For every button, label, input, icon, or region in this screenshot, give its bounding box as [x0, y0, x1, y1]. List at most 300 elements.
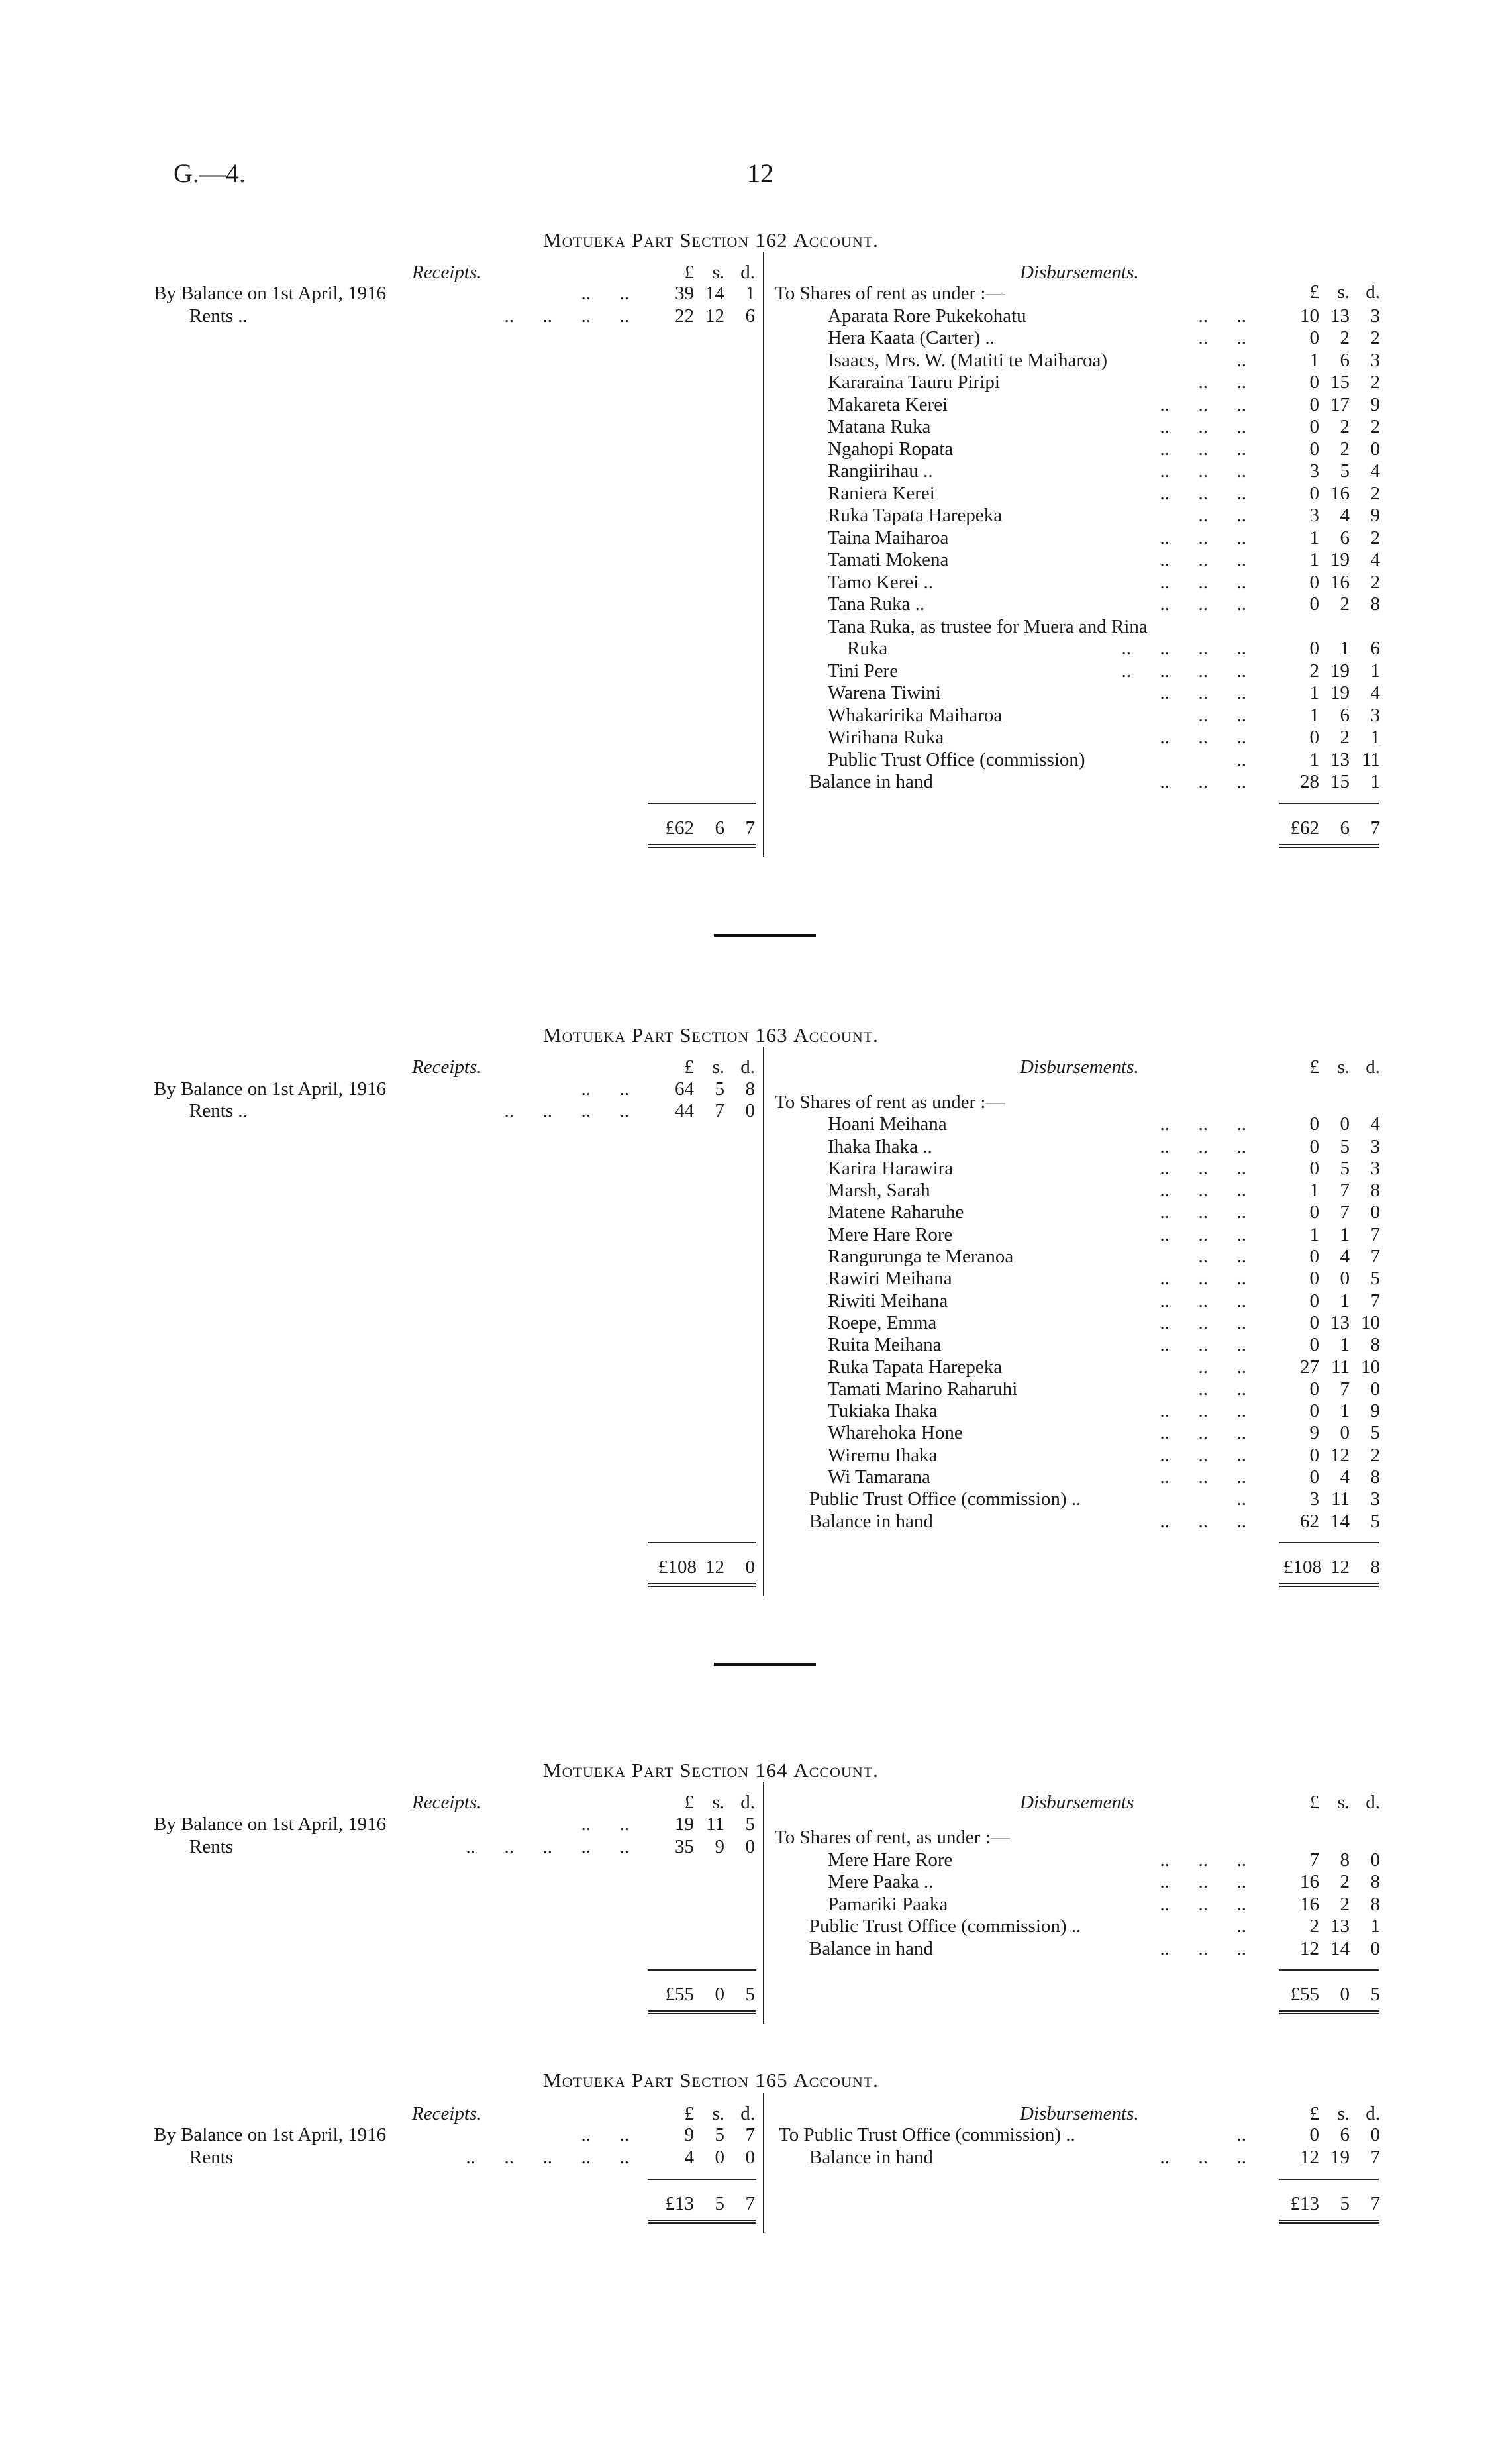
leader-dots: .. [1236, 2124, 1246, 2145]
disb-label: Ruita Meihana [828, 1334, 942, 1356]
receipt-label: Rents [189, 1835, 234, 1857]
section-title-suffix: Account. [793, 229, 879, 252]
leader-dots: .. .. .. [1160, 1422, 1246, 1444]
disb-amount-d: 7 [1370, 1246, 1380, 1268]
leader-dots: .. .. [1198, 305, 1246, 327]
receipts-col-headers [658, 262, 755, 283]
receipt-amount-s: 9 [715, 1835, 724, 1857]
disb-amount-s: 8 [1340, 1849, 1350, 1871]
section-title-suffix: Account. [793, 1023, 879, 1047]
disb-amount [1283, 483, 1380, 505]
col-header: s. [712, 1792, 724, 1813]
section-title [543, 2069, 879, 2092]
disb-heading: To Shares of rent, as under :— [775, 1827, 1010, 1849]
disb-amount-s: 2 [1340, 1893, 1350, 1915]
disb-amount-l: 16 [1300, 1871, 1319, 1893]
receipts-col-headers [658, 2103, 755, 2125]
disb-heading: To Shares of rent as under :— [775, 283, 1005, 304]
disb-amount-l: 3 [1309, 505, 1319, 526]
disb-amount [1283, 505, 1380, 527]
disb-amount-s: 17 [1330, 393, 1350, 415]
disb-amount-d: 7 [1370, 2147, 1380, 2168]
leader-dots: .. .. .. [1160, 1849, 1246, 1871]
disb-amount [1283, 438, 1380, 460]
disb-amount-l: 0 [1309, 727, 1319, 748]
disb-tail-label: Balance in hand [809, 1510, 933, 1532]
disb-amount-d: 4 [1370, 682, 1380, 703]
disb-amount [1283, 1268, 1380, 1290]
disb-amount-d: 2 [1370, 571, 1380, 593]
receipt-label: By Balance on 1st April, 1916 [154, 1078, 387, 1100]
receipts-rule [648, 1969, 756, 1971]
receipt-amount [658, 2124, 755, 2146]
leader-dots: .. .. .. .. .. [466, 1835, 629, 1857]
leader-dots: .. .. .. .. [1121, 638, 1246, 659]
disb-label: Riwiti Meihana [828, 1290, 948, 1311]
disb-amount-d: 7 [1370, 1223, 1380, 1245]
leader-dots: .. .. .. [1160, 527, 1246, 548]
disb-amount-s: 6 [1340, 704, 1350, 726]
receipts-total-l: £13 [665, 2193, 694, 2214]
receipt-amount-l: 64 [675, 1078, 694, 1100]
disb-label: Ruka [828, 638, 888, 659]
disb-label: Warena Tiwini [828, 682, 941, 703]
disb-col-headers [1283, 282, 1380, 303]
disb-total-l: £108 [1283, 1556, 1322, 1578]
leader-dots: .. .. .. .. [504, 305, 629, 327]
disb-amount-d: 3 [1370, 704, 1380, 726]
disb-amount-s: 6 [1340, 2124, 1350, 2145]
disb-amount [1283, 327, 1380, 349]
disb-amount [1283, 416, 1380, 438]
disb-amount-s: 13 [1330, 305, 1350, 327]
disb-tail-label: To Public Trust Office (commission) .. [779, 2124, 1075, 2145]
disb-amount [1283, 1378, 1380, 1400]
leader-dots: .. .. .. [1160, 1334, 1246, 1356]
receipts-rule [648, 1542, 756, 1543]
disb-amount-s: 4 [1340, 1246, 1350, 1268]
disb-amount-d: 1 [1370, 1916, 1380, 1937]
disb-amount-l: 0 [1309, 1113, 1319, 1135]
receipts-total-s: 6 [715, 817, 724, 839]
column-divider [763, 2093, 764, 2233]
receipts-total [658, 1984, 755, 2006]
leader-dots: .. [1236, 1916, 1246, 1937]
leader-dots: .. .. .. [1160, 460, 1246, 482]
disb-amount [1283, 1113, 1380, 1135]
disb-amount [1283, 350, 1380, 372]
disb-amount-d: 0 [1370, 1849, 1380, 1871]
disbursements-label: Disbursements. [1020, 2103, 1139, 2124]
disb-amount [1283, 1357, 1380, 1378]
disb-amount [1283, 638, 1380, 660]
disb-label: Ruka Tapata Harepeka [828, 505, 1003, 526]
section-title [543, 1023, 879, 1047]
disb-amount-l: 0 [1309, 1135, 1319, 1157]
disb-amount-l: 1 [1309, 549, 1319, 570]
col-header: £ [684, 2103, 694, 2124]
disb-label: Rangurunga te Meranoa [828, 1246, 1014, 1268]
receipts-total-l: £55 [665, 1984, 694, 2006]
disb-amount [1283, 1158, 1380, 1180]
disb-amount [1283, 682, 1380, 704]
disb-amount-s: 11 [1331, 1356, 1350, 1378]
disb-label: Taina Maiharoa [828, 527, 949, 548]
col-header: s. [712, 1056, 724, 1078]
receipts-total-d: 7 [745, 817, 755, 839]
col-header: £ [684, 1056, 694, 1078]
receipt-amount-d: 7 [745, 2124, 755, 2145]
receipt-amount-l: 39 [675, 283, 694, 304]
disb-amount-d: 8 [1370, 1334, 1380, 1356]
receipt-amount-s: 14 [705, 283, 724, 304]
leader-dots: .. .. .. [1160, 549, 1246, 570]
disb-amount-l: 0 [1309, 482, 1319, 504]
leader-dots: .. .. .. [1160, 438, 1246, 460]
disb-label: Tamo Kerei .. [828, 571, 934, 593]
receipts-total [658, 1557, 755, 1578]
receipts-col-headers [658, 1056, 755, 1078]
receipt-amount-s: 12 [705, 305, 724, 327]
disb-amount-s: 2 [1340, 1871, 1350, 1893]
disb-label: Roepe, Emma [828, 1311, 937, 1333]
receipt-amount-l: 22 [675, 305, 694, 327]
leader-dots: .. .. [1198, 1246, 1246, 1268]
disb-amount [1283, 1224, 1380, 1246]
leader-dots: .. .. .. [1160, 1893, 1246, 1915]
receipts-col-headers [658, 1792, 755, 1814]
disb-amount [1283, 572, 1380, 593]
disb-amount-d: 7 [1370, 1290, 1380, 1311]
col-header: d. [740, 2103, 755, 2124]
disb-amount [1283, 1334, 1380, 1356]
leader-dots: .. .. .. [1160, 416, 1246, 437]
disb-label: Wiremu Ihaka [828, 1444, 938, 1466]
disb-heading: To Shares of rent as under :— [775, 1091, 1005, 1113]
col-header: £ [1309, 282, 1319, 303]
col-header: d. [1366, 1792, 1380, 1813]
receipt-amount-l: 35 [675, 1835, 694, 1857]
disb-total-s: 12 [1330, 1556, 1350, 1578]
leader-dots: .. .. .. [1160, 1937, 1246, 1959]
disb-amount-d: 9 [1370, 1400, 1380, 1422]
disb-amount-s: 1 [1340, 1334, 1350, 1356]
disb-amount-d: 3 [1370, 1157, 1380, 1179]
disb-amount-s: 19 [1330, 660, 1350, 682]
disb-amount-s: 13 [1330, 1311, 1350, 1333]
disb-amount-s: 2 [1340, 727, 1350, 748]
section-title-suffix: Account. [793, 2069, 879, 2092]
receipts-total-d: 5 [745, 1984, 755, 2006]
disb-label: Matana Ruka [828, 416, 931, 437]
disb-amount-s: 13 [1330, 748, 1350, 770]
disb-amount-l: 2 [1309, 660, 1319, 682]
receipt-amount-d: 0 [745, 1835, 755, 1857]
disb-amount-l: 0 [1309, 393, 1319, 415]
disb-amount-l: 0 [1309, 1268, 1319, 1290]
receipt-amount-s: 7 [715, 1100, 724, 1122]
disb-label: Rawiri Meihana [828, 1268, 952, 1290]
leader-dots: .. [1236, 1488, 1246, 1510]
receipt-amount-d: 6 [745, 305, 755, 327]
disb-tail-label: Balance in hand [809, 1937, 933, 1959]
col-header: £ [1309, 1792, 1319, 1813]
disb-amount-d: 9 [1370, 393, 1380, 415]
receipt-amount-s: 5 [715, 2124, 724, 2145]
section-title-number: 163 [755, 1023, 788, 1047]
leader-dots: .. [1236, 349, 1246, 371]
receipts-total-l: £62 [665, 817, 694, 839]
section-title-number: 164 [755, 1759, 788, 1782]
leader-dots: .. .. .. [1160, 1444, 1246, 1466]
disb-label: Makareta Kerei [828, 393, 948, 415]
receipt-amount [658, 283, 755, 305]
disb-total [1283, 1557, 1380, 1578]
disbursements-label: Disbursements. [1020, 262, 1139, 283]
leader-dots: .. .. .. [1160, 571, 1246, 593]
disb-amount [1283, 2124, 1380, 2146]
disb-amount-s: 5 [1340, 1135, 1350, 1157]
disb-amount-l: 7 [1309, 1849, 1319, 1871]
disb-amount-s: 14 [1330, 1510, 1350, 1532]
receipt-amount-d: 0 [745, 1100, 755, 1122]
disb-amount-l: 0 [1309, 638, 1319, 659]
section-separator [714, 934, 816, 937]
disb-label: Karira Harawira [828, 1157, 954, 1179]
disb-amount-l: 0 [1309, 1157, 1319, 1179]
disb-double-rule [1279, 1583, 1379, 1587]
receipt-amount-s: 5 [715, 1078, 724, 1100]
leader-dots: .. .. [581, 2124, 629, 2145]
col-header: s. [712, 262, 724, 283]
leader-dots: .. .. [1198, 327, 1246, 348]
col-header: s. [1337, 1792, 1350, 1813]
leader-dots: .. .. .. [1160, 682, 1246, 703]
disb-label: Pamariki Paaka [828, 1893, 948, 1915]
leader-dots: .. .. .. [1160, 1268, 1246, 1290]
disb-amount-s: 19 [1330, 549, 1350, 570]
disb-amount [1283, 1916, 1380, 1937]
leader-dots: .. .. .. [1160, 1157, 1246, 1179]
section-title-number: 165 [755, 2069, 788, 2092]
disb-amount-s: 2 [1340, 438, 1350, 460]
section-title [543, 1759, 879, 1782]
disb-amount-d: 11 [1362, 748, 1380, 770]
disb-double-rule [1279, 844, 1379, 848]
receipts-total-d: 0 [745, 1556, 755, 1578]
disb-total-l: £13 [1290, 2193, 1319, 2214]
col-header: d. [740, 262, 755, 283]
receipts-double-rule [648, 844, 756, 848]
leader-dots: .. .. .. [1160, 393, 1246, 415]
disbursements-label: Disbursements [1020, 1792, 1134, 1813]
col-header: d. [1366, 1056, 1380, 1078]
disb-amount [1283, 1466, 1380, 1488]
disb-amount-l: 0 [1309, 327, 1319, 348]
disb-amount-d: 5 [1370, 1510, 1380, 1532]
receipts-label: Receipts. [412, 2103, 482, 2124]
receipts-total [658, 817, 755, 839]
disb-amount-s: 19 [1330, 682, 1350, 703]
disbursements-label: Disbursements. [1020, 1056, 1139, 1078]
disb-amount-d: 2 [1370, 416, 1380, 437]
disb-total-s: 5 [1340, 2193, 1350, 2214]
section-separator [714, 1663, 816, 1666]
receipt-amount-l: 19 [675, 1814, 694, 1835]
disb-amount [1283, 2147, 1380, 2169]
disb-label: Marsh, Sarah [828, 1180, 930, 1202]
disb-amount [1283, 1202, 1380, 1223]
disb-label: Tukiaka Ihaka [828, 1400, 938, 1422]
disb-label: Kararaina Tauru Piripi [828, 372, 1000, 393]
disb-amount-d: 8 [1370, 593, 1380, 615]
disb-label: Raniera Kerei [828, 482, 935, 504]
disb-amount-s: 4 [1340, 1466, 1350, 1488]
leader-dots: .. .. .. .. [504, 1100, 629, 1122]
receipt-amount-l: 9 [684, 2124, 694, 2145]
disb-amount [1283, 549, 1380, 571]
disb-amount-d: 4 [1370, 460, 1380, 482]
receipts-label: Receipts. [412, 1056, 482, 1078]
disb-label: Wirihana Ruka [828, 727, 944, 748]
disb-amount-l: 1 [1309, 748, 1319, 770]
disb-label: Ihaka Ihaka .. [828, 1135, 932, 1157]
disb-total-d: 7 [1370, 817, 1380, 839]
disb-amount [1283, 749, 1380, 771]
disb-amount [1283, 1400, 1380, 1422]
disb-amount-l: 0 [1309, 1444, 1319, 1466]
receipt-amount-s: 0 [715, 2147, 724, 2168]
disb-amount-s: 0 [1340, 1422, 1350, 1444]
receipt-label: Rents .. [189, 1100, 248, 1122]
disb-amount-l: 1 [1309, 704, 1319, 726]
leader-dots: .. .. .. [1160, 1466, 1246, 1488]
receipt-label: By Balance on 1st April, 1916 [154, 2124, 387, 2145]
disb-amount-l: 0 [1309, 1311, 1319, 1333]
receipts-label: Receipts. [412, 262, 482, 283]
disb-amount-d: 9 [1370, 505, 1380, 526]
disb-amount-l: 0 [1309, 1202, 1319, 1223]
leader-dots: .. .. [581, 1814, 629, 1835]
disb-amount-s: 1 [1340, 1400, 1350, 1422]
disb-amount-l: 0 [1309, 1290, 1319, 1311]
leader-dots: .. .. [1198, 1378, 1246, 1400]
disb-amount-l: 0 [1309, 1400, 1319, 1422]
disb-amount-s: 4 [1340, 505, 1350, 526]
disb-amount-d: 3 [1370, 349, 1380, 371]
receipt-amount [658, 2147, 755, 2169]
disb-amount-l: 3 [1309, 1488, 1319, 1510]
receipt-amount-l: 4 [684, 2147, 694, 2168]
receipt-amount [658, 305, 755, 327]
receipt-amount [658, 1814, 755, 1835]
disb-amount-d: 1 [1370, 771, 1380, 792]
disb-label: Ruka Tapata Harepeka [828, 1356, 1003, 1378]
section-title-number: 162 [755, 229, 788, 252]
disb-label: Ngahopi Ropata [828, 438, 954, 460]
receipt-amount-d: 8 [745, 1078, 755, 1100]
disb-amount-d: 5 [1370, 1268, 1380, 1290]
disb-amount-s: 15 [1330, 372, 1350, 393]
disb-label: Mere Hare Rore [828, 1223, 953, 1245]
column-divider [763, 1047, 764, 1596]
disb-amount-l: 12 [1300, 1937, 1319, 1959]
disb-label: Hera Kaata (Carter) .. [828, 327, 995, 348]
disb-label: Tana Ruka .. [828, 593, 925, 615]
disb-amount-d: 8 [1370, 1466, 1380, 1488]
disb-amount-d: 8 [1370, 1180, 1380, 1202]
col-header: d. [740, 1056, 755, 1078]
disb-amount-s: 15 [1330, 771, 1350, 792]
disb-amount-d: 0 [1370, 438, 1380, 460]
receipt-label: Rents .. [189, 305, 248, 327]
disb-amount-s: 7 [1340, 1378, 1350, 1400]
disb-amount [1283, 705, 1380, 727]
disb-amount-l: 0 [1309, 1334, 1319, 1356]
receipts-total-d: 7 [745, 2193, 755, 2214]
disb-amount [1283, 1180, 1380, 1202]
disb-amount-s: 7 [1340, 1202, 1350, 1223]
disb-tail-label: Balance in hand [809, 771, 933, 792]
leader-dots: .. .. .. [1160, 1311, 1246, 1333]
section-title-prefix: Motueka Part Section [543, 1023, 750, 1047]
disb-amount-d: 0 [1370, 1937, 1380, 1959]
disb-label: Tini Pere [828, 660, 899, 682]
disb-amount-s: 12 [1330, 1444, 1350, 1466]
disb-label: Aparata Rore Pukekohatu [828, 305, 1026, 327]
col-header: s. [1337, 1056, 1350, 1078]
leader-dots: .. .. .. [1160, 2147, 1246, 2168]
disb-amount-d: 10 [1361, 1311, 1380, 1333]
receipt-amount-d: 1 [745, 283, 755, 304]
disb-label: Rangiirihau .. [828, 460, 933, 482]
col-header: s. [1337, 2103, 1350, 2124]
disb-amount-l: 1 [1309, 1223, 1319, 1245]
disb-amount-s: 0 [1340, 1268, 1350, 1290]
leader-dots: .. .. .. [1160, 1510, 1246, 1532]
disb-total-s: 6 [1340, 817, 1350, 839]
leader-dots: .. .. .. [1160, 1180, 1246, 1202]
disb-amount [1283, 1246, 1380, 1268]
col-header: d. [1366, 2103, 1380, 2124]
col-header: £ [1309, 2103, 1319, 2124]
receipts-double-rule [648, 2010, 756, 2014]
disb-rule [1279, 1969, 1379, 1971]
disb-amount [1283, 1422, 1380, 1444]
receipts-total-s: 5 [715, 2193, 724, 2214]
leader-dots: .. .. .. [1160, 727, 1246, 748]
disb-amount [1283, 660, 1380, 682]
leader-dots: .. .. .. [1160, 1400, 1246, 1422]
disb-amount-s: 5 [1340, 1157, 1350, 1179]
disb-rule [1279, 803, 1379, 804]
disb-amount [1283, 727, 1380, 748]
receipt-label: By Balance on 1st April, 1916 [154, 283, 387, 304]
disb-label: Whakaririka Maiharoa [828, 704, 1003, 726]
disb-label: Matene Raharuhe [828, 1202, 964, 1223]
disb-amount-s: 5 [1340, 460, 1350, 482]
disb-amount-s: 7 [1340, 1180, 1350, 1202]
disb-amount-l: 10 [1300, 305, 1319, 327]
section-title-prefix: Motueka Part Section [543, 1759, 750, 1782]
leader-dots: .. .. .. .. [1121, 660, 1246, 682]
leader-dots: .. .. .. [1160, 1290, 1246, 1311]
page-reference: G.—4. [174, 158, 246, 188]
disb-total-d: 7 [1370, 2193, 1380, 2214]
disb-amount [1283, 372, 1380, 393]
leader-dots: .. .. [581, 283, 629, 304]
disb-amount-l: 28 [1300, 771, 1319, 792]
